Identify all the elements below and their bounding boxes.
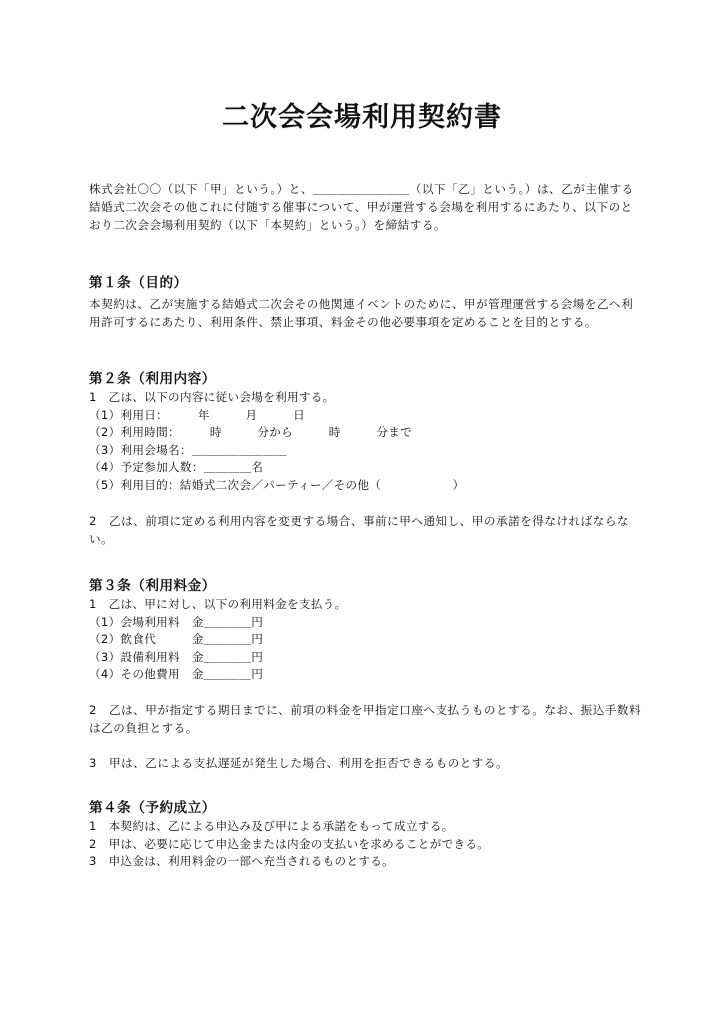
article-2-line: （3）利用会場名：＿＿＿＿＿＿＿＿	[89, 442, 287, 457]
article-2-heading: 第２条（利用内容）	[89, 371, 216, 387]
article-4-line: 3 申込金は、利用料金の一部へ充当されるものとする。	[89, 854, 395, 869]
article-2	[89, 370, 644, 548]
article-3-line: （3）設備利用料 金＿＿＿＿円	[89, 649, 264, 664]
intro-paragraph: 株式会社〇〇（以下「甲」という。）と、＿＿＿＿＿＿＿＿（以下「乙」という。）は、乙が主催する結婚式二次会その他これに付随する催事について、甲が運営する会場を利用するにあたり、以下のとおり二次会会場利用契約（以下「本契約」という。）を締結する。	[89, 182, 634, 232]
article-2-line: 1 乙は、以下の内容に従い会場を利用する。	[89, 390, 335, 404]
article-4-line: 1 本契約は、乙による申込み及び甲による承諾をもって成立する。	[89, 819, 454, 833]
article-3-heading: 第３条（利用料金）	[89, 578, 216, 594]
article-1-heading: 第１条（目的）	[89, 275, 188, 291]
article-3-line: （1）会場利用料 金＿＿＿＿円	[89, 614, 264, 629]
article-2-line: （4）予定参加人数：＿＿＿＿名	[89, 460, 264, 475]
article-2-line: （2）利用時間： 時 分から 時 分まで	[89, 425, 413, 440]
article-3-paragraph-2: 2 乙は、甲が指定する期日までに、前項の料金を甲指定口座へ支払うものとする。なお、振込手数料は乙の負担とする。	[89, 702, 642, 735]
article-1-body: 本契約は、乙が実施する結婚式二次会その他関連イベントのために、甲が管理運営する会場を乙へ利用許可するにあたり、利用条件、禁止事項、料金その他必要事項を定めることを目的とする。	[89, 297, 634, 329]
article-3-paragraph-3: 3 甲は、乙による支払遅延が発生した場合、利用を拒否できるものとする。	[89, 755, 509, 770]
article-2-line: （5）利用目的：結婚式二次会／パーティー／その他（ ）	[89, 477, 465, 492]
document-title: 二次会会場利用契約書	[222, 102, 502, 133]
article-4-line: 2 甲は、必要に応じて申込金または内金の支払いを求めることができる。	[89, 836, 490, 851]
article-2-paragraph-2: 2 乙は、前項に定める利用内容を変更する場合、事前に甲へ通知し、甲の承諾を得なければならない。	[89, 513, 630, 546]
article-1	[89, 274, 644, 331]
article-4	[89, 799, 644, 871]
article-3	[89, 577, 644, 772]
article-4-heading: 第４条（予約成立）	[89, 800, 216, 816]
article-3-line: 1 乙は、甲に対し、以下の利用料金を支払う。	[89, 597, 347, 611]
article-3-line: （2）飲食代 金＿＿＿＿円	[89, 632, 264, 647]
article-2-line: （1）利用日： 年 月 日	[89, 407, 305, 422]
article-3-line: （4）その他費用 金＿＿＿＿円	[89, 667, 264, 682]
